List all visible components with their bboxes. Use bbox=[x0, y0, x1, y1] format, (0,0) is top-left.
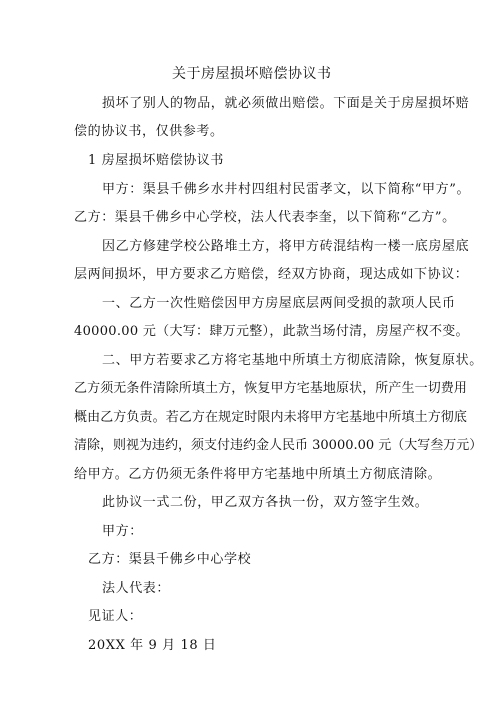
clause-2-line: 给甲方。乙方仍须无条件将甲方宅基地中所填土方彻底清除。 bbox=[74, 467, 442, 482]
background-line: 层两间损坏，甲方要求乙方赔偿，经双方协商，现达成如下协议： bbox=[74, 267, 469, 282]
background-line: 因乙方修建学校公路堆土方，将甲方砖混结构一楼一底房屋底 bbox=[102, 239, 470, 254]
signature-witness: 见证人： bbox=[88, 609, 143, 624]
clause-2-line: 二、甲方若要求乙方将宅基地中所填土方彻底清除，恢复原状。 bbox=[102, 353, 483, 368]
intro-line: 损坏了别人的物品，就必须做出赔偿。下面是关于房屋损坏赔 bbox=[102, 96, 470, 111]
signature-party-a: 甲方： bbox=[102, 524, 143, 539]
party-b-line: 乙方：渠县千佛乡中心学校，法人代表李奎，以下简称“乙方”。 bbox=[74, 210, 456, 225]
signature-date: 20XX 年 9 月 18 日 bbox=[88, 638, 217, 653]
section-heading: 1 房屋损坏赔偿协议书 bbox=[88, 153, 225, 168]
intro-line: 偿的协议书，仅供参考。 bbox=[74, 124, 224, 139]
clause-2-line: 概由乙方负责。若乙方在规定时限内未将甲方宅基地中所填土方彻底 bbox=[74, 410, 468, 425]
party-a-line: 甲方：渠县千佛乡水井村四组村民雷孝文，以下简称“甲方”。 bbox=[102, 182, 471, 197]
clause-2-line: 清除，则视为违约，须支付违约金人民币 30000.00 元（大写叁万元） bbox=[74, 438, 483, 453]
signature-legal-rep: 法人代表： bbox=[102, 581, 171, 596]
document-title: 关于房屋损坏赔偿协议书 bbox=[172, 66, 332, 82]
clause-1-line: 40000.00 元（大写：肆万元整），此款当场付清，房屋产权不变。 bbox=[74, 324, 469, 339]
clause-1-line: 一、乙方一次性赔偿因甲方房屋底层两间受损的款项人民币 bbox=[102, 296, 456, 311]
signature-party-b: 乙方：渠县千佛乡中心学校 bbox=[88, 552, 252, 567]
closing-line: 此协议一式二份，甲乙双方各执一份，双方签字生效。 bbox=[102, 495, 429, 510]
clause-2-line: 乙方须无条件清除所填土方，恢复甲方宅基地原状，所产生一切费用 bbox=[74, 381, 468, 396]
